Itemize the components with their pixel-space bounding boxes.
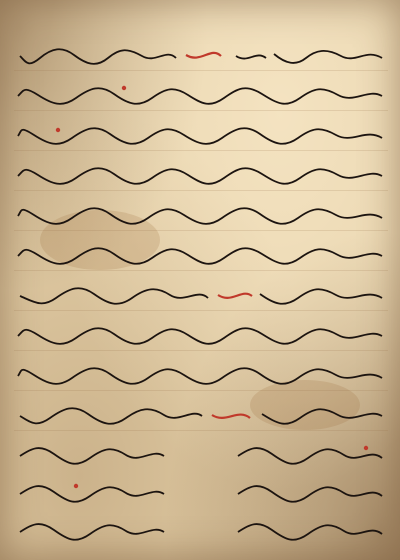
handwriting-strokes <box>234 478 384 508</box>
handwriting-strokes <box>16 120 384 150</box>
handwriting-strokes <box>16 200 384 230</box>
ruling-line <box>14 150 388 151</box>
handwriting-strokes <box>16 40 384 70</box>
ruling-line <box>14 430 388 431</box>
manuscript-line <box>16 160 384 190</box>
ruling-line <box>14 70 388 71</box>
handwriting-strokes <box>234 516 384 546</box>
verse-hemistich-left <box>16 478 166 508</box>
handwriting-strokes <box>16 440 166 470</box>
manuscript-line <box>16 360 384 390</box>
verse-hemistich-right <box>234 478 384 508</box>
verse-hemistich-right <box>234 440 384 470</box>
handwriting-strokes <box>16 320 384 350</box>
manuscript-line <box>16 320 384 350</box>
handwriting-strokes <box>16 516 166 546</box>
ruling-line <box>14 110 388 111</box>
handwriting-strokes <box>16 280 384 310</box>
handwriting-strokes <box>16 240 384 270</box>
handwriting-strokes <box>16 360 384 390</box>
manuscript-line <box>16 80 384 110</box>
manuscript-line <box>16 400 384 430</box>
manuscript-line <box>16 120 384 150</box>
verse-hemistich-right <box>234 516 384 546</box>
ruling-line <box>14 350 388 351</box>
ruling-line <box>14 270 388 271</box>
manuscript-line <box>16 240 384 270</box>
manuscript-line <box>16 40 384 70</box>
verse-hemistich-left <box>16 516 166 546</box>
ruling-line <box>14 390 388 391</box>
ruling-line <box>14 310 388 311</box>
handwriting-strokes <box>16 400 384 430</box>
manuscript-line <box>16 280 384 310</box>
handwriting-strokes <box>16 160 384 190</box>
verse-hemistich-left <box>16 440 166 470</box>
ruling-line <box>14 190 388 191</box>
handwriting-strokes <box>16 80 384 110</box>
handwriting-strokes <box>234 440 384 470</box>
manuscript-line <box>16 200 384 230</box>
ruling-line <box>14 230 388 231</box>
handwriting-strokes <box>16 478 166 508</box>
